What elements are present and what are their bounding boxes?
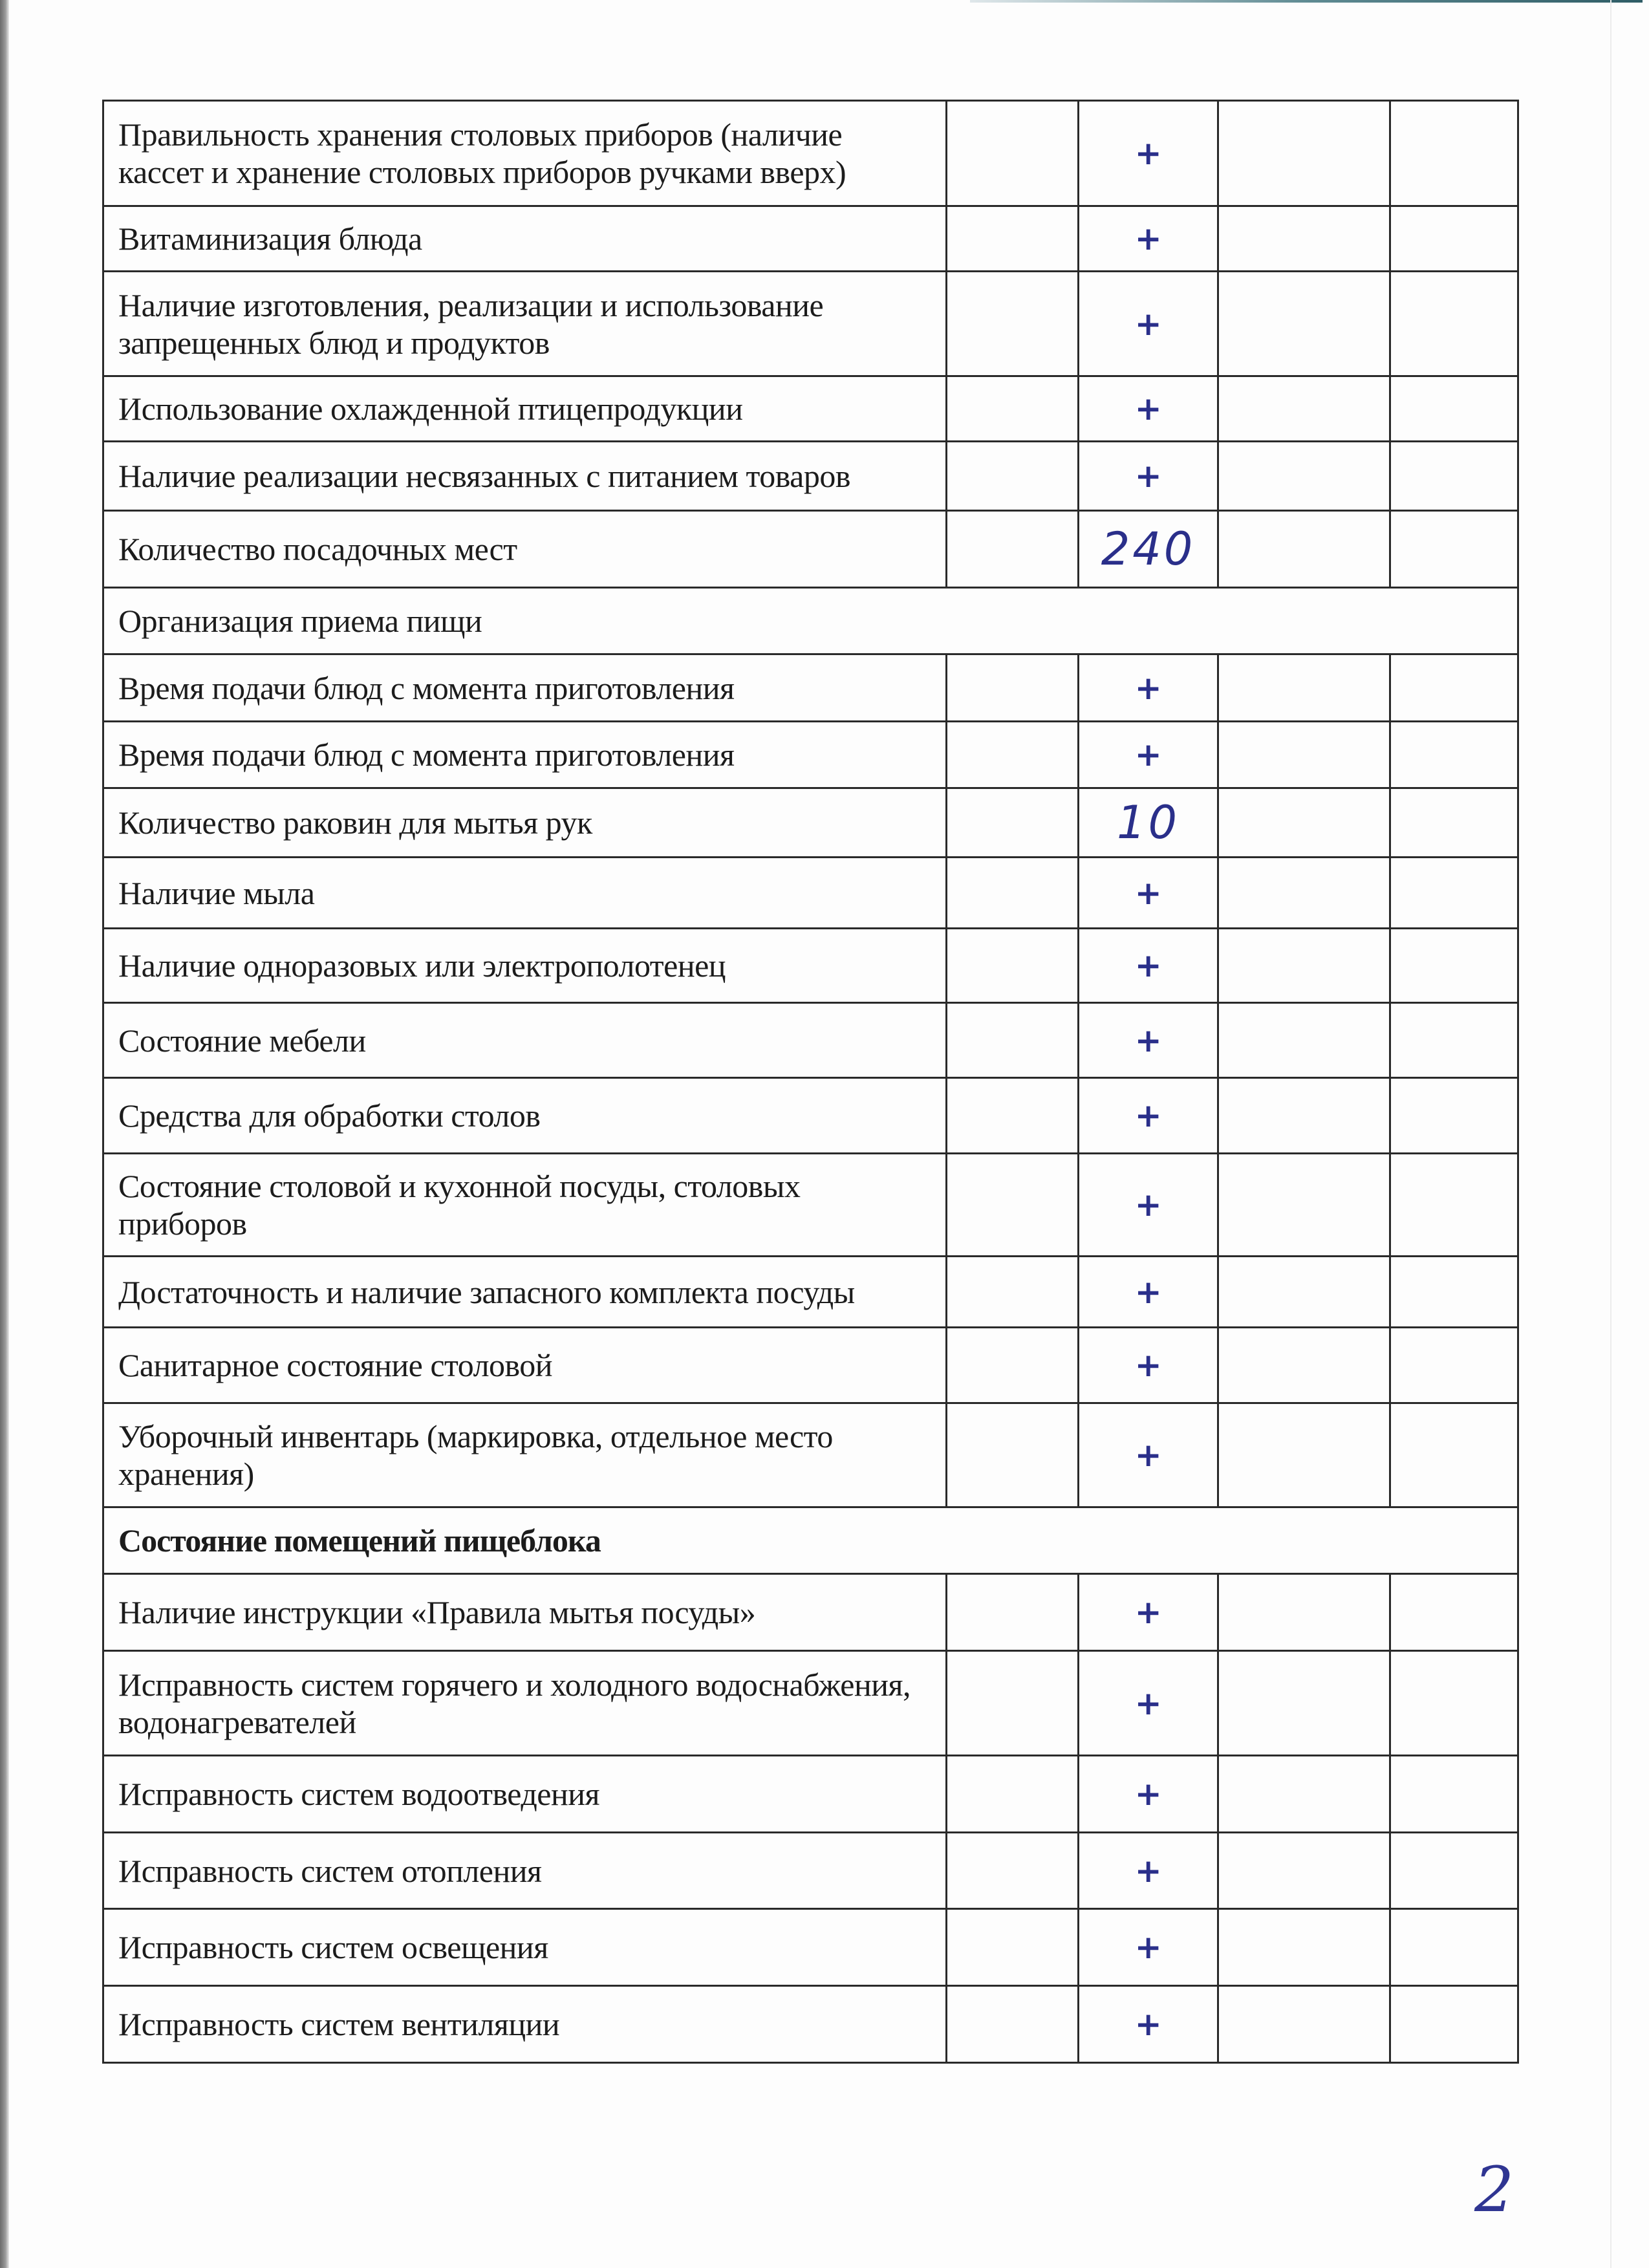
criterion-label: Количество раковин для мытья рук bbox=[103, 788, 947, 858]
empty-cell bbox=[947, 1257, 1079, 1328]
handwritten-plus-mark: + bbox=[1079, 929, 1218, 1003]
empty-cell bbox=[1390, 376, 1518, 442]
empty-cell bbox=[1390, 654, 1518, 722]
criterion-label: Наличие одноразовых или электрополотенец bbox=[103, 929, 947, 1003]
criterion-label: Уборочный инвентарь (маркировка, отдельное место хранения) bbox=[103, 1403, 947, 1507]
criterion-label: Исправность систем отопления bbox=[103, 1833, 947, 1909]
empty-cell bbox=[947, 442, 1079, 511]
handwritten-plus-mark: + bbox=[1079, 272, 1218, 376]
empty-cell bbox=[1390, 1756, 1518, 1833]
checklist-row bbox=[103, 376, 1518, 442]
handwritten-plus-mark: + bbox=[1079, 1833, 1218, 1909]
criterion-label: Исправность систем горячего и холодного водоснабжения, водонагревателей bbox=[103, 1651, 947, 1756]
empty-cell bbox=[1218, 1154, 1390, 1257]
empty-cell bbox=[1390, 1328, 1518, 1403]
empty-cell bbox=[947, 1986, 1079, 2063]
section-header-row bbox=[103, 1507, 1518, 1574]
empty-cell bbox=[947, 1651, 1079, 1756]
scan-edge-top bbox=[970, 0, 1643, 3]
empty-cell bbox=[1390, 442, 1518, 511]
empty-cell bbox=[1218, 1651, 1390, 1756]
empty-cell bbox=[947, 272, 1079, 376]
empty-cell bbox=[1218, 101, 1390, 206]
empty-cell bbox=[1390, 1403, 1518, 1507]
criterion-label: Количество посадочных мест bbox=[103, 511, 947, 588]
checklist-row bbox=[103, 1909, 1518, 1986]
empty-cell bbox=[1218, 1833, 1390, 1909]
handwritten-plus-mark: + bbox=[1079, 654, 1218, 722]
page-number: 2 bbox=[1474, 2154, 1514, 2226]
empty-cell bbox=[1390, 511, 1518, 588]
scan-edge-right bbox=[1610, 0, 1611, 2268]
empty-cell bbox=[947, 722, 1079, 788]
empty-cell bbox=[947, 1756, 1079, 1833]
checklist-body bbox=[103, 101, 1518, 2063]
criterion-label: Санитарное состояние столовой bbox=[103, 1328, 947, 1403]
scan-edge-left bbox=[0, 0, 9, 2268]
checklist-row bbox=[103, 1651, 1518, 1756]
criterion-label: Время подачи блюд с момента приготовления bbox=[103, 722, 947, 788]
empty-cell bbox=[1218, 1257, 1390, 1328]
empty-cell bbox=[947, 511, 1079, 588]
handwritten-plus-mark: + bbox=[1079, 206, 1218, 272]
criterion-label: Наличие изготовления, реализации и использование запрещенных блюд и продуктов bbox=[103, 272, 947, 376]
empty-cell bbox=[1390, 929, 1518, 1003]
inspection-checklist-table bbox=[102, 100, 1519, 2064]
checklist-row bbox=[103, 101, 1518, 206]
empty-cell bbox=[1390, 1909, 1518, 1986]
handwritten-plus-mark: + bbox=[1079, 1328, 1218, 1403]
criterion-label: Исправность систем водоотведения bbox=[103, 1756, 947, 1833]
checklist-row bbox=[103, 511, 1518, 588]
empty-cell bbox=[1218, 788, 1390, 858]
empty-cell bbox=[1390, 858, 1518, 929]
criterion-label: Средства для обработки столов bbox=[103, 1078, 947, 1154]
criterion-label: Исправность систем вентиляции bbox=[103, 1986, 947, 2063]
handwritten-plus-mark: + bbox=[1079, 858, 1218, 929]
empty-cell bbox=[1218, 1574, 1390, 1651]
handwritten-plus-mark: + bbox=[1079, 1756, 1218, 1833]
empty-cell bbox=[1218, 1909, 1390, 1986]
checklist-row bbox=[103, 1756, 1518, 1833]
empty-cell bbox=[947, 654, 1079, 722]
criterion-label: Состояние столовой и кухонной посуды, столовых приборов bbox=[103, 1154, 947, 1257]
empty-cell bbox=[947, 929, 1079, 1003]
empty-cell bbox=[1218, 206, 1390, 272]
empty-cell bbox=[1218, 858, 1390, 929]
section-header-row bbox=[103, 588, 1518, 654]
empty-cell bbox=[1218, 1403, 1390, 1507]
checklist-row bbox=[103, 206, 1518, 272]
checklist-row bbox=[103, 1328, 1518, 1403]
handwritten-plus-mark: + bbox=[1079, 1003, 1218, 1078]
criterion-label: Достаточность и наличие запасного комплекта посуды bbox=[103, 1257, 947, 1328]
handwritten-number: 10 bbox=[1079, 788, 1218, 858]
empty-cell bbox=[1390, 1986, 1518, 2063]
empty-cell bbox=[947, 1574, 1079, 1651]
empty-cell bbox=[1390, 1154, 1518, 1257]
checklist-row bbox=[103, 442, 1518, 511]
empty-cell bbox=[1390, 1257, 1518, 1328]
empty-cell bbox=[1218, 376, 1390, 442]
checklist-row bbox=[103, 858, 1518, 929]
criterion-label: Использование охлажденной птицепродукции bbox=[103, 376, 947, 442]
criterion-label: Наличие мыла bbox=[103, 858, 947, 929]
checklist-row bbox=[103, 1833, 1518, 1909]
empty-cell bbox=[1390, 788, 1518, 858]
handwritten-number: 240 bbox=[1079, 511, 1218, 588]
handwritten-plus-mark: + bbox=[1079, 101, 1218, 206]
empty-cell bbox=[947, 1909, 1079, 1986]
empty-cell bbox=[1390, 272, 1518, 376]
empty-cell bbox=[947, 788, 1079, 858]
empty-cell bbox=[947, 1154, 1079, 1257]
empty-cell bbox=[1390, 722, 1518, 788]
empty-cell bbox=[947, 376, 1079, 442]
criterion-label: Наличие инструкции «Правила мытья посуды» bbox=[103, 1574, 947, 1651]
empty-cell bbox=[1390, 206, 1518, 272]
empty-cell bbox=[1218, 272, 1390, 376]
empty-cell bbox=[1218, 654, 1390, 722]
empty-cell bbox=[1390, 1651, 1518, 1756]
checklist-row bbox=[103, 722, 1518, 788]
empty-cell bbox=[947, 1003, 1079, 1078]
checklist-row bbox=[103, 1257, 1518, 1328]
handwritten-plus-mark: + bbox=[1079, 1257, 1218, 1328]
criterion-label: Время подачи блюд с момента приготовления bbox=[103, 654, 947, 722]
criterion-label: Состояние мебели bbox=[103, 1003, 947, 1078]
criterion-label: Витаминизация блюда bbox=[103, 206, 947, 272]
empty-cell bbox=[1390, 1833, 1518, 1909]
criterion-label: Исправность систем освещения bbox=[103, 1909, 947, 1986]
empty-cell bbox=[1218, 511, 1390, 588]
checklist-row bbox=[103, 929, 1518, 1003]
section-title: Организация приема пищи bbox=[103, 588, 1518, 654]
empty-cell bbox=[1218, 442, 1390, 511]
handwritten-plus-mark: + bbox=[1079, 1403, 1218, 1507]
handwritten-plus-mark: + bbox=[1079, 1078, 1218, 1154]
checklist-row bbox=[103, 788, 1518, 858]
empty-cell bbox=[1218, 1986, 1390, 2063]
empty-cell bbox=[1390, 101, 1518, 206]
handwritten-plus-mark: + bbox=[1079, 1651, 1218, 1756]
handwritten-plus-mark: + bbox=[1079, 722, 1218, 788]
checklist-row bbox=[103, 1154, 1518, 1257]
empty-cell bbox=[1218, 1078, 1390, 1154]
handwritten-plus-mark: + bbox=[1079, 442, 1218, 511]
empty-cell bbox=[947, 1833, 1079, 1909]
empty-cell bbox=[1218, 1003, 1390, 1078]
checklist-row bbox=[103, 1403, 1518, 1507]
empty-cell bbox=[1390, 1078, 1518, 1154]
checklist-row bbox=[103, 1574, 1518, 1651]
checklist-row bbox=[103, 1986, 1518, 2063]
empty-cell bbox=[947, 1078, 1079, 1154]
checklist-row bbox=[103, 654, 1518, 722]
empty-cell bbox=[1218, 1756, 1390, 1833]
empty-cell bbox=[947, 101, 1079, 206]
handwritten-plus-mark: + bbox=[1079, 1154, 1218, 1257]
checklist-row bbox=[103, 1003, 1518, 1078]
empty-cell bbox=[1390, 1003, 1518, 1078]
empty-cell bbox=[1218, 1328, 1390, 1403]
handwritten-plus-mark: + bbox=[1079, 1574, 1218, 1651]
empty-cell bbox=[947, 206, 1079, 272]
checklist-row bbox=[103, 272, 1518, 376]
section-title: Состояние помещений пищеблока bbox=[103, 1507, 1518, 1574]
checklist-row bbox=[103, 1078, 1518, 1154]
empty-cell bbox=[1390, 1574, 1518, 1651]
handwritten-plus-mark: + bbox=[1079, 1986, 1218, 2063]
criterion-label: Наличие реализации несвязанных с питанием товаров bbox=[103, 442, 947, 511]
empty-cell bbox=[947, 858, 1079, 929]
handwritten-plus-mark: + bbox=[1079, 1909, 1218, 1986]
criterion-label: Правильность хранения столовых приборов (наличие кассет и хранение столовых приборов ручками вверх) bbox=[103, 101, 947, 206]
empty-cell bbox=[1218, 929, 1390, 1003]
empty-cell bbox=[947, 1403, 1079, 1507]
empty-cell bbox=[1218, 722, 1390, 788]
handwritten-plus-mark: + bbox=[1079, 376, 1218, 442]
empty-cell bbox=[947, 1328, 1079, 1403]
